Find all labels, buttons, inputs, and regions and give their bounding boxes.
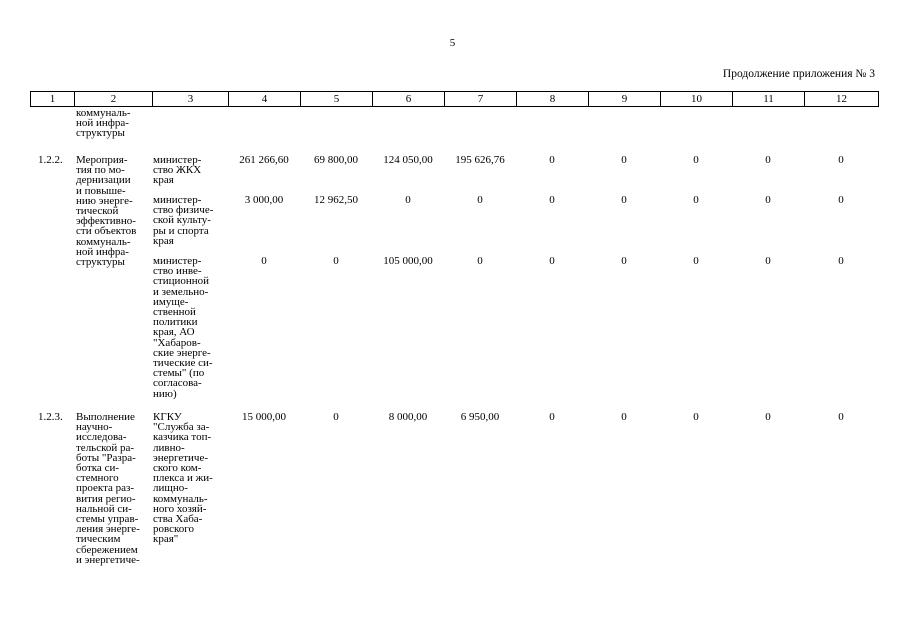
- row-name: Мероприя- тия по мо- дернизации и повыше- нию энерге- тической эффективно- сти объектов коммуналь- ной инфра- структуры: [76, 154, 137, 269]
- value-cell: 0: [693, 255, 699, 267]
- value-cell: 0: [261, 255, 267, 267]
- executor-cell: министер- ство инве- стиционной и земельно- имуще- ственной политики края, АО "Хабаров- ские энерге- тические си- стемы" (по согласова- нию): [153, 255, 213, 400]
- executor-cell: КГКУ "Служба за- казчика топ- ливно- энергетиче- ского ком- плекса и жи- лищно- коммуналь- ного хозяй- ства Хаба- ровского края": [153, 411, 213, 546]
- value-cell: 0: [838, 255, 844, 267]
- value-cell: 0: [838, 411, 844, 423]
- value-cell: 195 626,76: [455, 154, 505, 166]
- value-cell: 0: [549, 194, 555, 206]
- carryover-text: коммуналь- ной инфра- структуры: [76, 107, 131, 140]
- column-header: 12: [805, 92, 879, 107]
- column-header: 2: [75, 92, 153, 107]
- value-cell: 261 266,60: [239, 154, 289, 166]
- value-cell: 12 962,50: [314, 194, 358, 206]
- value-cell: 6 950,00: [460, 411, 500, 423]
- value-cell: 0: [765, 255, 771, 267]
- column-header: 10: [661, 92, 733, 107]
- value-cell: 0: [693, 411, 699, 423]
- value-cell: 0: [621, 255, 627, 267]
- page-number: 5: [449, 37, 456, 49]
- value-cell: 0: [477, 255, 483, 267]
- value-cell: 0: [765, 194, 771, 206]
- row-code: 1.2.2.: [38, 154, 63, 166]
- executor-cell: министер- ство физиче- ской культу- ры и спорта края: [153, 194, 214, 247]
- value-cell: 0: [621, 411, 627, 423]
- column-header: 7: [445, 92, 517, 107]
- column-header: 3: [153, 92, 229, 107]
- value-cell: 105 000,00: [383, 255, 433, 267]
- value-cell: 8 000,00: [388, 411, 428, 423]
- value-cell: 0: [549, 411, 555, 423]
- value-cell: 0: [621, 154, 627, 166]
- value-cell: 0: [549, 255, 555, 267]
- column-header: 8: [517, 92, 589, 107]
- value-cell: 0: [621, 194, 627, 206]
- continuation-title: Продолжение приложения № 3: [722, 68, 875, 80]
- column-header: 9: [589, 92, 661, 107]
- row-code: 1.2.3.: [38, 411, 63, 423]
- row-name: Выполнение научно- исследова- тельской ра- боты "Разра- ботка си- стемного проекта раз- вития регио- нальной си- стемы управ- ления энерге- тическим сбережением и энергетиче-: [76, 411, 140, 566]
- value-cell: 0: [838, 194, 844, 206]
- column-header: 11: [733, 92, 805, 107]
- value-cell: 3 000,00: [244, 194, 284, 206]
- executor-cell: министер- ство ЖКХ края: [153, 154, 202, 187]
- value-cell: 0: [405, 194, 411, 206]
- value-cell: 0: [765, 154, 771, 166]
- column-header-table: [30, 91, 879, 107]
- value-cell: 0: [477, 194, 483, 206]
- value-cell: 0: [333, 255, 339, 267]
- column-header: 6: [373, 92, 445, 107]
- value-cell: 15 000,00: [242, 411, 286, 423]
- column-header: 5: [301, 92, 373, 107]
- value-cell: 69 800,00: [314, 154, 358, 166]
- value-cell: 0: [765, 411, 771, 423]
- value-cell: 0: [693, 194, 699, 206]
- column-header: 1: [31, 92, 75, 107]
- value-cell: 0: [549, 154, 555, 166]
- value-cell: 0: [693, 154, 699, 166]
- value-cell: 0: [333, 411, 339, 423]
- value-cell: 0: [838, 154, 844, 166]
- column-header: 4: [229, 92, 301, 107]
- header-row: [31, 92, 879, 107]
- value-cell: 124 050,00: [383, 154, 433, 166]
